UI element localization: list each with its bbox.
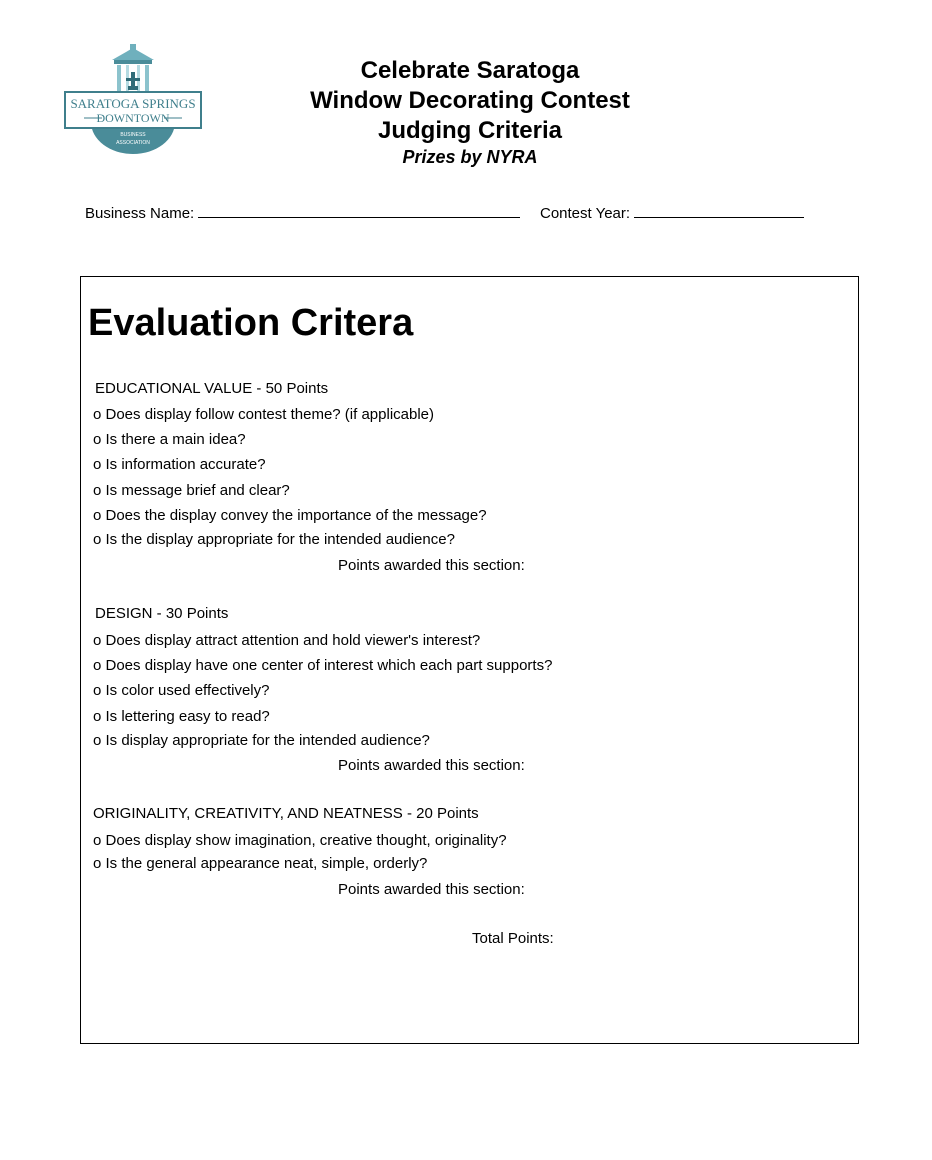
header-subtitle: Prizes by NYRA — [402, 147, 538, 167]
criteria-item: o Is there a main idea? — [93, 431, 246, 448]
logo-line1: SARATOGA SPRINGS — [70, 96, 196, 111]
contest-year-blank[interactable] — [634, 203, 804, 218]
criteria-item: o Is lettering easy to read? — [93, 708, 270, 725]
criteria-item: o Is the display appropriate for the intended audience? — [93, 531, 455, 548]
section-title-originality: ORIGINALITY, CREATIVITY, AND NEATNESS - 20 Points — [93, 805, 479, 822]
contest-year-field[interactable] — [540, 203, 804, 224]
criteria-item: o Is the general appearance neat, simple, orderly? — [93, 855, 428, 872]
criteria-item: o Does display attract attention and hold viewer's interest? — [93, 632, 481, 649]
criteria-item: o Does display follow contest theme? (if applicable) — [93, 406, 435, 423]
points-awarded-originality[interactable]: Points awarded this section: — [338, 881, 525, 898]
criteria-item: o Is display appropriate for the intended audience? — [93, 732, 430, 749]
criteria-item: o Is information accurate? — [93, 456, 266, 473]
points-awarded-design[interactable]: Points awarded this section: — [338, 757, 525, 774]
criteria-item: o Is message brief and clear? — [93, 482, 290, 499]
header-title-line2: Window Decorating Contest — [310, 87, 630, 114]
business-name-field[interactable] — [85, 203, 520, 224]
header-title-line1: Celebrate Saratoga — [360, 57, 580, 84]
section-title-educational: EDUCATIONAL VALUE - 50 Points — [95, 380, 329, 397]
saratoga-springs-logo — [62, 42, 204, 154]
criteria-item: o Does display have one center of interest which each part supports? — [93, 657, 553, 674]
evaluation-box — [80, 276, 859, 1044]
criteria-item: o Is color used effectively? — [93, 682, 270, 699]
contest-year-label: Contest Year: — [540, 205, 631, 222]
criteria-item: o Does the display convey the importance of the message? — [93, 507, 487, 524]
logo-line3: BUSINESS — [120, 132, 146, 138]
criteria-item: o Does display show imagination, creative thought, originality? — [93, 832, 507, 849]
logo-line4: ASSOCIATION — [116, 140, 150, 146]
logo-line2: DOWNTOWN — [96, 111, 170, 125]
business-name-blank[interactable] — [198, 203, 520, 218]
total-points[interactable]: Total Points: — [472, 930, 554, 947]
evaluation-heading: Evaluation Critera — [88, 302, 414, 344]
business-name-label: Business Name: — [85, 205, 195, 222]
section-title-design: DESIGN - 30 Points — [95, 605, 229, 622]
header-title-line3: Judging Criteria — [377, 117, 563, 144]
points-awarded-educational[interactable]: Points awarded this section: — [338, 557, 525, 574]
